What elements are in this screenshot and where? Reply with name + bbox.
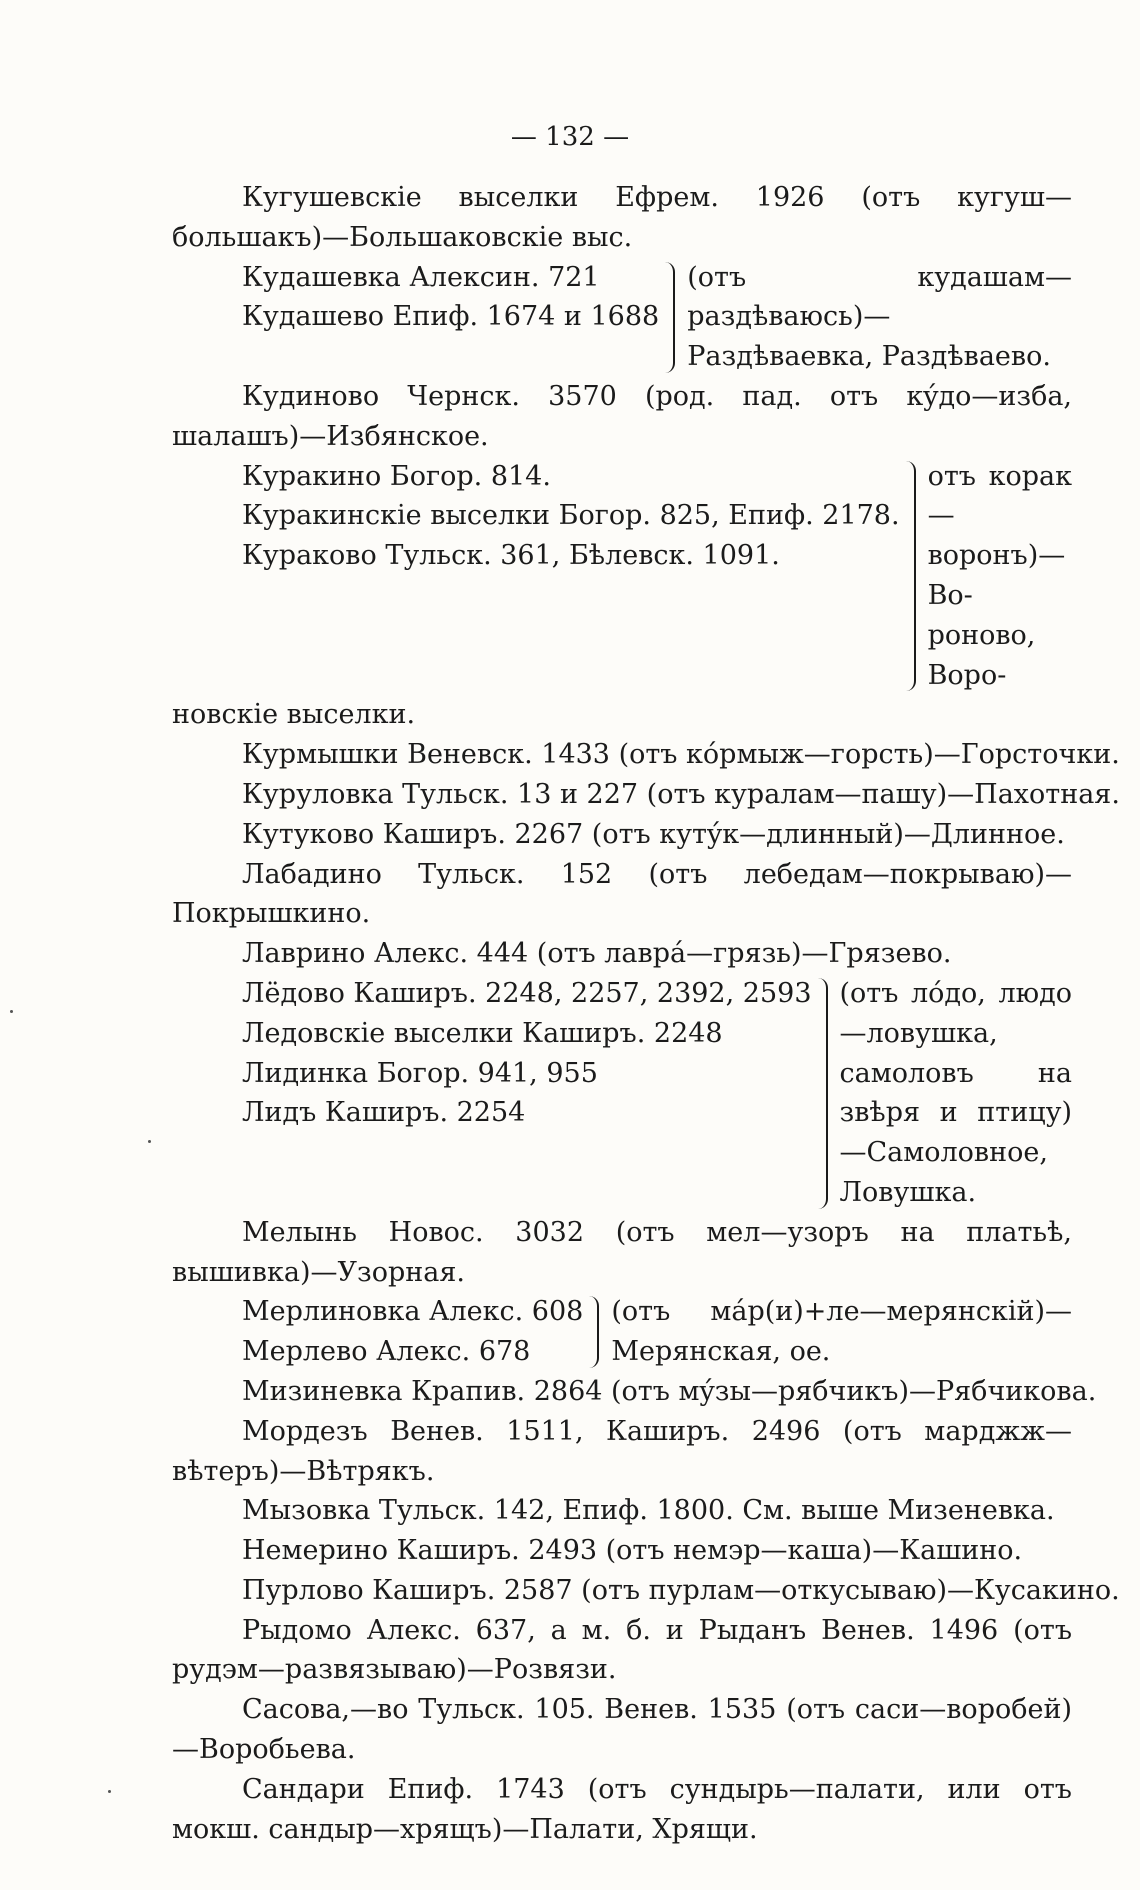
entry-gloss: отъ корак— воронъ)—Во- роново, Воро- — [927, 460, 1072, 691]
entry-sandar: Сандари Епиф. 1743 (отъ сундырь—палати, или отъ мокш. сандыр—хрящъ)—Палати, Хрящи. — [172, 1773, 1072, 1845]
entry-kudin: Кудиново Чернск. 3570 (род. пад. отъ кýдо—изба, шалашъ)—Избянское. — [172, 380, 1072, 452]
brace — [589, 1296, 599, 1368]
page-number: — 132 — — [510, 122, 630, 152]
entry-kutuk: Кутуково Каширъ. 2267 (отъ кутýк—длинный)—Длинное. — [242, 818, 1065, 850]
print-speck — [108, 1790, 111, 1793]
entry-led: Лёдово Каширъ. 2248, 2257, 2392, 2593 Ледовскіе выселки Каширъ. 2248 Лидинка Богор. 941, 955 Лидъ Каширъ. 2254 (отъ лóдо, людо—ловушка, самоловъ на звѣря и птицу)—Самоловное, Ловушка. — [172, 974, 1072, 1213]
print-speck — [148, 1140, 151, 1143]
entry-merl: Мерлиновка Алекс. 608 Мерлево Алекс. 678 (отъ мáр(и)+ле—мерянскій)—Мерянская, ое. — [172, 1292, 1072, 1372]
entry-kurak — [172, 457, 1072, 696]
brace — [906, 461, 916, 692]
entry-purl: Пурлово Каширъ. 2587 (отъ пурлам—откусываю)—Кусакино. — [242, 1574, 1120, 1606]
entry-gloss-tail: новскіе выселки. — [172, 699, 416, 731]
brace — [665, 262, 675, 373]
entry-kurmysh: Курмышки Веневск. 1433 (отъ кóрмыж—горсть)—Горсточки. — [242, 739, 1120, 771]
entry-names: Мерлиновка Алекс. 608 Мерлево Алекс. 678 — [242, 1296, 584, 1368]
entry-names: Лёдово Каширъ. 2248, 2257, 2392, 2593 Ледовскіе выселки Каширъ. 2248 Лидинка Богор. 941, 955 Лидъ Каширъ. 2254 — [242, 977, 812, 1129]
brace — [818, 978, 828, 1209]
entry-kudash: Кудашевка Алексин. 721 Кудашево Епиф. 1674 и 1688 (отъ кудашам—раздѣваюсь)—Раздѣваевка, Раздѣваево. — [172, 258, 1072, 377]
entry-lavr: Лаврино Алекс. 444 (отъ лаврá—грязь)—Грязево. — [242, 938, 952, 970]
entry-names: Куракино Богор. 814. Куракинскіе выселки Богор. 825, Епиф. 2178. Кураково Тульск. 361, Бѣлевск. 1091. — [242, 460, 900, 572]
entry-mordez: Мордезъ Венев. 1511, Каширъ. 2496 (отъ марджж—вѣтеръ)—Вѣтрякъ. — [172, 1415, 1072, 1487]
entry-mizin: Мизиневка Крапив. 2864 (отъ мýзы—рябчикъ)—Рябчикова. — [242, 1375, 1097, 1407]
page-text — [172, 178, 1120, 1849]
entry-melyn: Мелынь Новос. 3032 (отъ мел—узоръ на платьѣ, вышивка)—Узорная. — [172, 1216, 1072, 1288]
entry-kugush: Кугушевскіе выселки Ефрем. 1926 (отъ кугуш—большакъ)—Большаковскіе выс. — [172, 182, 1072, 253]
entry-kurul: Куруловка Тульск. 13 и 227 (отъ куралам—пашу)—Пахотная. — [242, 778, 1120, 810]
print-speck — [10, 1010, 13, 1013]
entry-labad: Лабадино Тульск. 152 (отъ лебедам—покрываю)—Покрышкино. — [172, 858, 1072, 930]
entry-myzov: Мызовка Тульск. 142, Епиф. 1800. См. выше Мизеневка. — [242, 1495, 1055, 1527]
entry-nemer: Немерино Каширъ. 2493 (отъ немэр—каша)—Кашино. — [242, 1535, 1023, 1567]
entry-sasov: Сасова,—во Тульск. 105. Венев. 1535 (отъ саси—воробей)—Воробьева. — [172, 1694, 1072, 1766]
entry-rydom: Рыдомо Алекс. 637, а м. б. и Рыданъ Венев. 1496 (отъ рудэм—развязываю)—Розвязи. — [172, 1614, 1072, 1686]
entry-names: Кудашевка Алексин. 721 Кудашево Епиф. 1674 и 1688 — [242, 261, 660, 333]
